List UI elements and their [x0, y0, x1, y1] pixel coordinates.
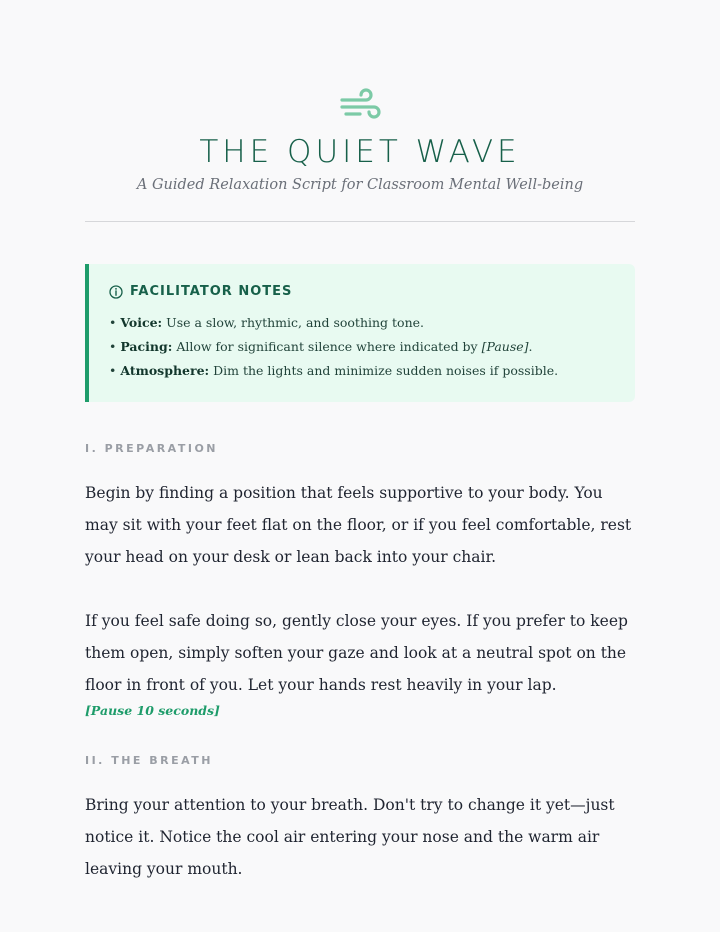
note-item-voice: • Voice: Use a slow, rhythmic, and soothing tone.	[109, 315, 424, 331]
note-item-atmosphere: • Atmosphere: Dim the lights and minimize sudden noises if possible.	[109, 363, 559, 379]
note-text: Use a slow, rhythmic, and soothing tone.	[166, 315, 424, 331]
note-emphasis: [Pause]	[481, 339, 529, 355]
notes-list	[109, 311, 615, 383]
wind-icon	[338, 88, 382, 124]
notes-heading-text: FACILITATOR NOTES	[130, 284, 293, 300]
page-subtitle: A Guided Relaxation Script for Classroom Mental Well-being	[136, 177, 584, 194]
pause-cue: [Pause 10 seconds]	[85, 703, 220, 719]
header-divider	[85, 221, 635, 222]
info-icon	[109, 285, 123, 299]
header	[0, 0, 720, 193]
note-label: Pacing:	[120, 339, 173, 355]
notes-heading	[109, 284, 615, 299]
note-text: Allow for significant silence where indicated by	[176, 339, 478, 355]
section-label-breath: II. THE BREATH	[85, 754, 213, 768]
note-label: Voice:	[120, 315, 163, 331]
paragraph: If you feel safe doing so, gently close your eyes. If you prefer to keep them open, simply soften your gaze and look at a neutral spot on the floor in front of you. Let your hands rest heavily in your lap.	[85, 612, 628, 695]
paragraph: Bring your attention to your breath. Don't try to change it yet—just notice it. Notice the cool air entering your nose and the warm air leaving your mouth.	[85, 796, 615, 879]
page-title: THE QUIET WAVE	[199, 134, 521, 170]
note-text: Dim the lights and minimize sudden noises if possible.	[213, 363, 559, 379]
note-tail: .	[528, 339, 533, 355]
section-label-preparation: I. PREPARATION	[85, 442, 218, 456]
facilitator-notes	[85, 264, 635, 402]
paragraph: Begin by finding a position that feels supportive to your body. You may sit with your feet flat on the floor, or if you feel comfortable, rest your head on your desk or lean back into your chair.	[85, 484, 632, 567]
note-item-pacing: • Pacing: Allow for significant silence where indicated by [Pause].	[109, 339, 533, 355]
note-label: Atmosphere:	[120, 363, 210, 379]
